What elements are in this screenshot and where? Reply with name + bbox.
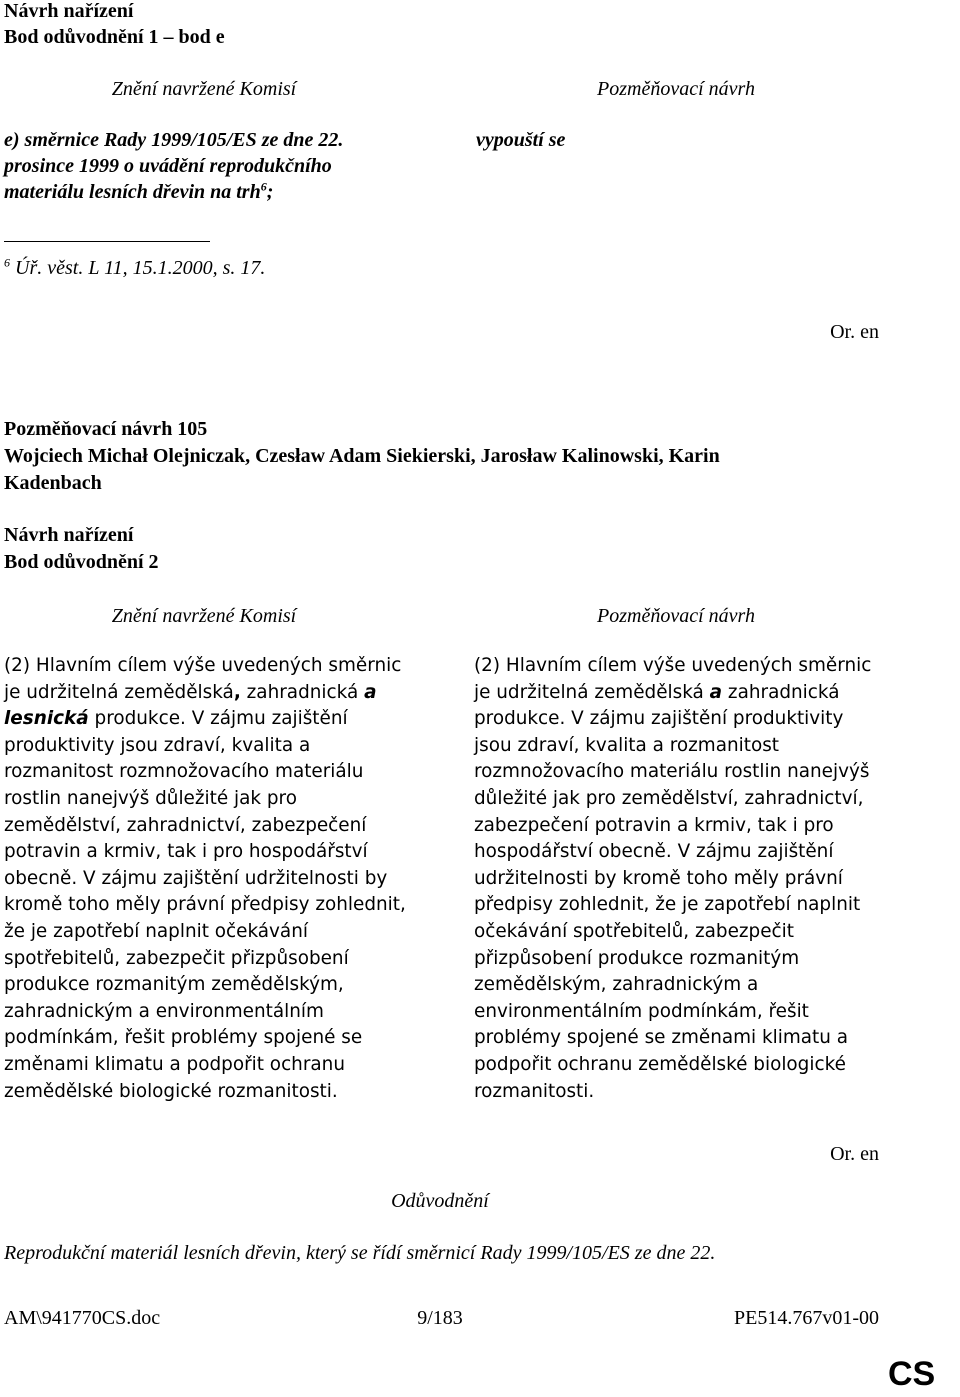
footer-doc-ref: AM\941770CS.doc (4, 1307, 161, 1329)
footnote (4, 255, 265, 281)
top-right-text: vypouští se (476, 129, 566, 151)
footnote-ref: 6 (260, 179, 267, 194)
amendment-origin-language: Or. en (830, 1143, 879, 1165)
amendment-authors-line1: Wojciech Michał Olejniczak, Czesław Adam Siekierski, Jarosław Kalinowski, Karin (4, 445, 720, 467)
amendment-title-line2: Bod odůvodnění 2 (4, 551, 159, 573)
footer-language-code: CS (888, 1355, 936, 1393)
footnote-divider (4, 241, 210, 242)
amendment-left-text: (2) Hlavním cílem výše uvedených směrnic je udržitelná zemědělská, zahradnická a lesnická produkce. V zájmu zajištění produktivity jsou zdraví, kvalita a rozmanitost rozmnožovacího materiálu rostlin nanejvýš důležité jak pro zemědělství, zahradnictví, zabezpečení potravin a krmiv, tak i pro hospodářství obecně. V zájmu zajištění udržitelnosti by kromě toho měly právní předpisy zohlednit, že je zapotřebí naplnit očekávání spotřebitelů, zabezpečit přizpůsobení produkce rozmanitým zemědělským, zahradnickým a environmentálním podmínkám, řešit problémy spojené se změnami klimatu a podpořit ochranu zemědělské biologické rozmanitosti. (4, 655, 406, 1102)
top-left-column-header: Znění navržené Komisí (111, 78, 297, 100)
justification-text: Reprodukční materiál lesních dřevin, který se řídí směrnicí Rady 1999/105/ES ze dne 22. (4, 1242, 716, 1264)
footer-page-number: 9/183 (417, 1307, 463, 1329)
top-right-column-header: Pozměňovací návrh (597, 78, 755, 100)
top-origin-language: Or. en (830, 321, 879, 343)
top-left-text: e) směrnice Rady 1999/105/ES ze dne 22. prosince 1999 o uvádění reprodukčního materiálu lesních dřevin na trh$^6$; (4, 129, 344, 203)
top-title-line2: Bod odůvodnění 1 – bod e (4, 26, 225, 48)
justification-header: Odůvodnění (391, 1190, 489, 1212)
footnote-number: 6 (4, 255, 10, 270)
amendment-title-line1: Návrh nařízení (4, 524, 134, 546)
amendment-left-column-header: Znění navržené Komisí (111, 605, 297, 627)
amendment-authors-line2: Kadenbach (4, 472, 102, 494)
amendment-number: Pozměňovací návrh 105 (4, 418, 208, 440)
footnote-text: Úř. věst. L 11, 15.1.2000, s. 17. (15, 257, 266, 279)
amendment-right-column-header: Pozměňovací návrh (597, 605, 755, 627)
top-title-line1: Návrh nařízení (4, 0, 134, 22)
amendment-right-text: (2) Hlavním cílem výše uvedených směrnic je udržitelná zemědělská a zahradnická produkce. V zájmu zajištění produktivity jsou zdraví, kvalita a rozmanitost rozmnožovacího materiálu rostlin nanejvýš důležité jak pro zemědělství, zahradnictví, zabezpečení potravin a krmiv, tak i pro hospodářství obecně. V zájmu zajištění udržitelnosti by kromě toho měly právní předpisy zohlednit, že je zapotřebí naplnit očekávání spotřebitelů, zabezpečit přizpůsobení produkce rozmanitým zemědělským, zahradnickým a environmentálním podmínkám, řešit problémy spojené se změnami klimatu a podpořit ochranu zemědělské biologické rozmanitosti. (474, 655, 872, 1102)
footer-pe-ref: PE514.767v01-00 (734, 1307, 879, 1329)
